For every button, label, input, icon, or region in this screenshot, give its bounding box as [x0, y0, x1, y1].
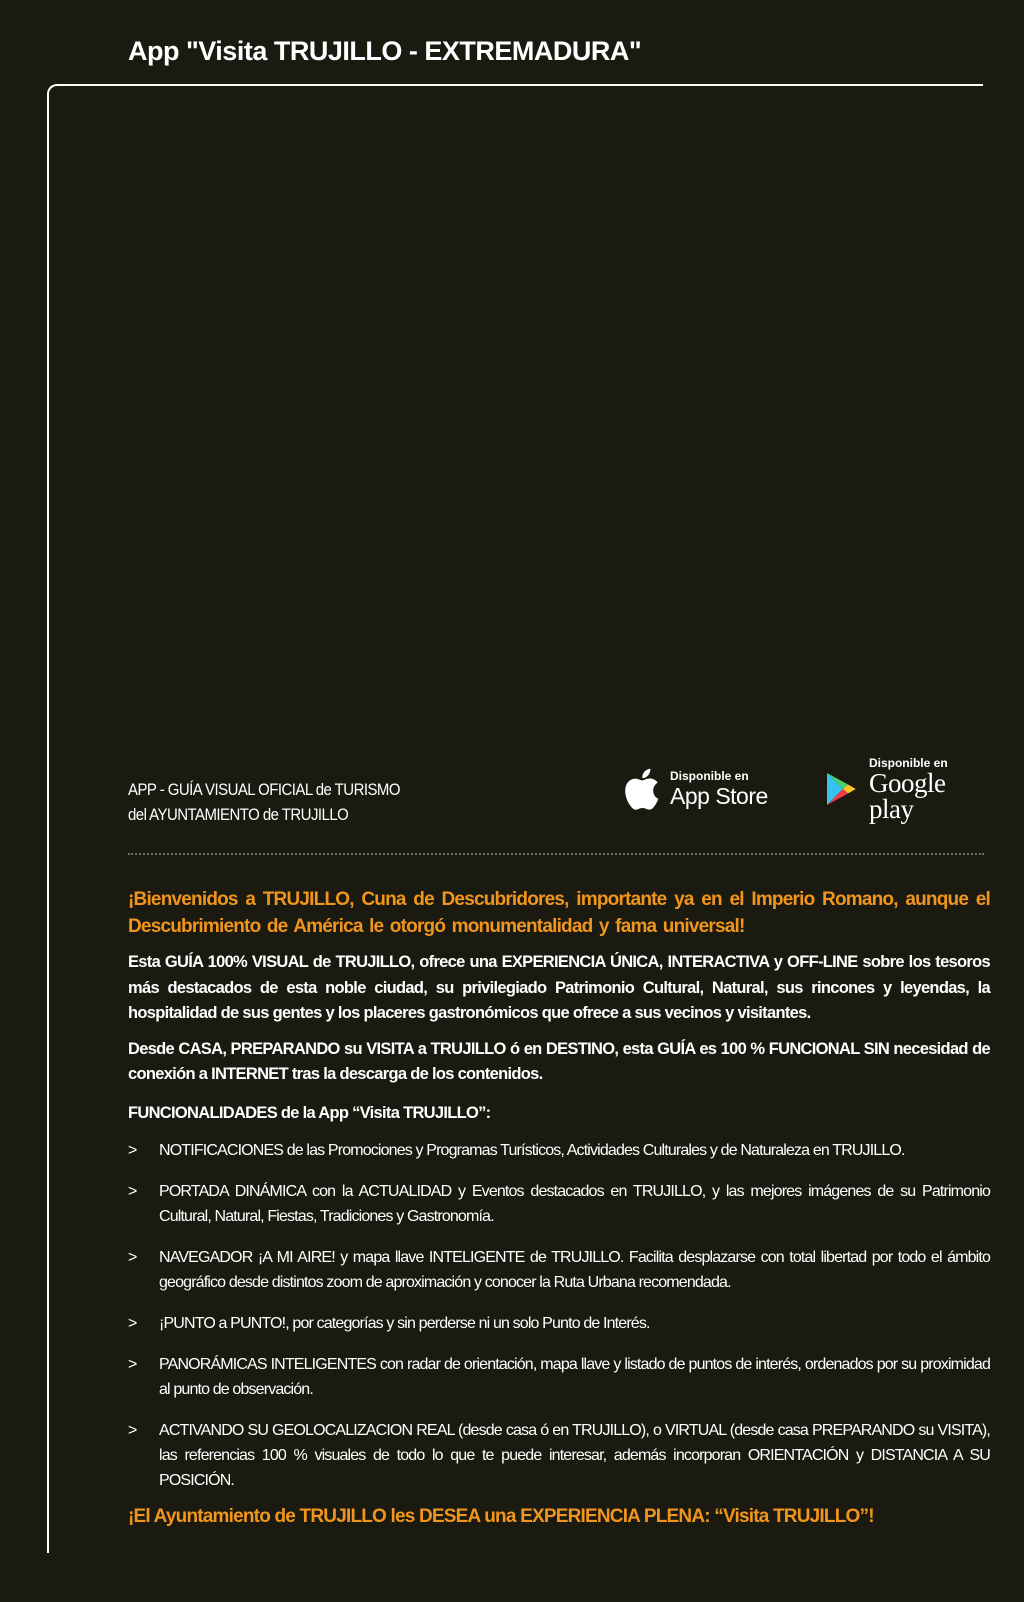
- google-play-small-label: Disponible en: [868, 756, 948, 770]
- tagline-line-1: APP - GUÍA VISUAL OFICIAL de TURISMO: [128, 780, 400, 799]
- feature-text: ¡PUNTO a PUNTO!, por categorías y sin perderse ni un solo Punto de Interés.: [159, 1314, 650, 1332]
- list-item: [128, 1138, 990, 1163]
- apple-logo-icon: [620, 764, 662, 814]
- list-item: [128, 1352, 990, 1402]
- bullet-marker: >: [128, 1314, 137, 1332]
- bullet-marker: >: [128, 1182, 137, 1200]
- app-store-small-label: Disponible en: [670, 769, 749, 783]
- page-title: App "Visita TRUJILLO - EXTREMADURA": [128, 36, 642, 66]
- feature-text: ACTIVANDO SU GEOLOCALIZACION REAL (desde casa ó en TRUJILLO), o VIRTUAL (desde casa PREPARANDO su VISITA), las referencias 100 % visuales de todo lo que te puede interesar, además incorporan ORIENTACIÓN y DISTANCIA A SU POSICIÓN.: [159, 1421, 990, 1489]
- app-store-label: App Store: [670, 783, 768, 809]
- intro-paragraph: Esta GUÍA 100% VISUAL de TRUJILLO, ofrece una EXPERIENCIA ÚNICA, INTERACTIVA y OFF-LINE sobre los tesoros más destacados de esta noble ciudad, su privilegiado Patrimonio Cultural, Natural, sus rincones y leyendas, la hospitalidad de sus gentes y los placeres gastronómicos que ofrece a sus vecinos y visitantes.: [128, 953, 990, 1022]
- offline-paragraph: Desde CASA, PREPARANDO su VISITA a TRUJILLO ó en DESTINO, esta GUÍA es 100 % FUNCIONAL SIN necesidad de conexión a INTERNET tras la descarga de los contenidos.: [128, 1039, 990, 1083]
- welcome-heading: ¡Bienvenidos a TRUJILLO, Cuna de Descubridores, importante ya en el Imperio Romano, aunque el Descubrimiento de América le otorgó monumentalidad y fama universal!: [128, 889, 990, 937]
- tagline-line-2: del AYUNTAMIENTO de TRUJILLO: [128, 805, 349, 824]
- app-store-badge[interactable]: [620, 764, 780, 814]
- media-embed-area[interactable]: [52, 90, 982, 730]
- feature-text: PORTADA DINÁMICA con la ACTUALIDAD y Eventos destacados en TRUJILLO, y las mejores imágenes de su Patrimonio Cultural, Natural, Fiestas, Tradiciones y Gastronomía.: [159, 1182, 990, 1225]
- frame-top-border: [56, 84, 983, 86]
- features-title: FUNCIONALIDADES de la App “Visita TRUJILLO”:: [128, 1103, 491, 1122]
- dotted-divider: [128, 853, 984, 855]
- list-item: [128, 1179, 990, 1229]
- features-list: [128, 1138, 990, 1493]
- closing-message: ¡El Ayuntamiento de TRUJILLO les DESEA una EXPERIENCIA PLENA: “Visita TRUJILLO”!: [128, 1505, 874, 1527]
- feature-text: PANORÁMICAS INTELIGENTES con radar de orientación, mapa llave y listado de puntos de interés, ordenados por su proximidad al punto de observación.: [159, 1355, 990, 1398]
- list-item: [128, 1245, 990, 1295]
- bullet-marker: >: [128, 1355, 137, 1373]
- google-play-badge[interactable]: [822, 756, 987, 824]
- list-item: [128, 1311, 990, 1336]
- bullet-marker: >: [128, 1421, 137, 1439]
- list-item: [128, 1418, 990, 1493]
- feature-text: NAVEGADOR ¡A MI AIRE! y mapa llave INTELIGENTE de TRUJILLO. Facilita desplazarse con total libertad por todo el ámbito geográfico desde distintos zoom de aproximación y conocer la Ruta Urbana recomendada.: [159, 1248, 990, 1291]
- google-play-icon: [822, 764, 861, 814]
- feature-text: NOTIFICACIONES de las Promociones y Programas Turísticos, Actividades Culturales y de Naturaleza en TRUJILLO.: [159, 1141, 905, 1159]
- description-content: [128, 886, 990, 1530]
- bullet-marker: >: [128, 1248, 137, 1266]
- frame-left-border: [47, 93, 49, 1553]
- google-play-label: Google play: [868, 768, 946, 824]
- app-tagline: [128, 777, 400, 827]
- bullet-marker: >: [128, 1141, 137, 1159]
